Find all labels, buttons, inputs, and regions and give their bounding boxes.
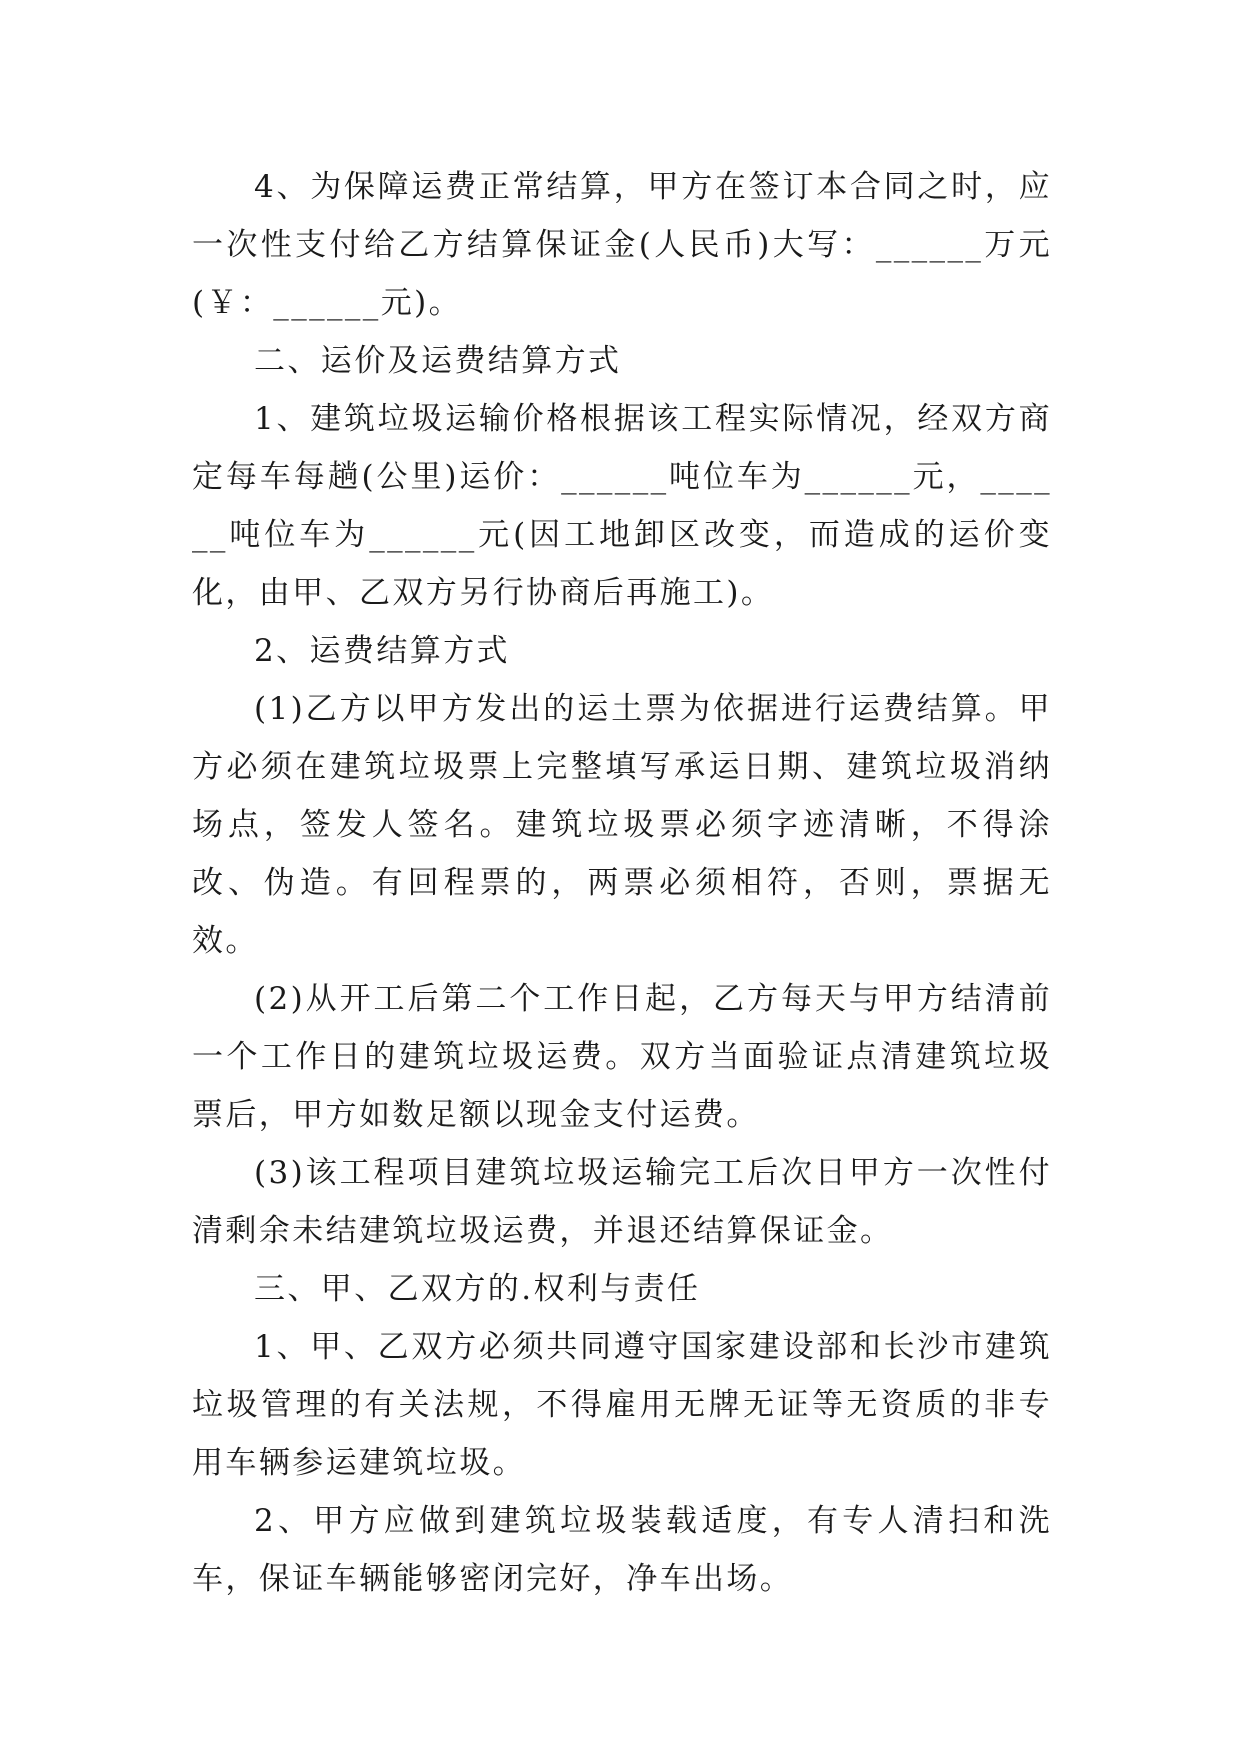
- paragraph-rights-2: 2、甲方应做到建筑垃圾装载适度，有专人清扫和洗车，保证车辆能够密闭完好，净车出场。: [192, 1503, 1052, 1597]
- paragraph-deposit: 4、为保障运费正常结算，甲方在签订本合同之时，应一次性支付给乙方结算保证金(人民币)大写：______万元(￥：______元)。: [192, 169, 1052, 321]
- paragraph-transport-price: 1、建筑垃圾运输价格根据该工程实际情况，经双方商定每车每趟(公里)运价：______吨位车为______元，______吨位车为______元(因工地卸区改变，而造成的运价变化，由甲、乙双方另行协商后再施工)。: [192, 401, 1052, 611]
- document-body: [192, 158, 1052, 1608]
- section-heading-rights: 三、甲、乙双方的.权利与责任: [254, 1271, 701, 1307]
- paragraph-rights-1: 1、甲、乙双方必须共同遵守国家建设部和长沙市建筑垃圾管理的有关法规，不得雇用无牌无证等无资质的非专用车辆参运建筑垃圾。: [192, 1329, 1052, 1481]
- subheading-settlement-method: 2、运费结算方式: [254, 633, 510, 669]
- paragraph-settlement-2: (2)从开工后第二个工作日起，乙方每天与甲方结清前一个工作日的建筑垃圾运费。双方当面验证点清建筑垃圾票后，甲方如数足额以现金支付运费。: [192, 981, 1052, 1133]
- section-heading-pricing: 二、运价及运费结算方式: [254, 343, 622, 379]
- paragraph-settlement-3: (3)该工程项目建筑垃圾运输完工后次日甲方一次性付清剩余未结建筑垃圾运费，并退还结算保证金。: [192, 1155, 1052, 1249]
- paragraph-settlement-1: (1)乙方以甲方发出的运土票为依据进行运费结算。甲方必须在建筑垃圾票上完整填写承运日期、建筑垃圾消纳场点，签发人签名。建筑垃圾票必须字迹清晰，不得涂改、伪造。有回程票的，两票必须相符，否则，票据无效。: [192, 691, 1052, 959]
